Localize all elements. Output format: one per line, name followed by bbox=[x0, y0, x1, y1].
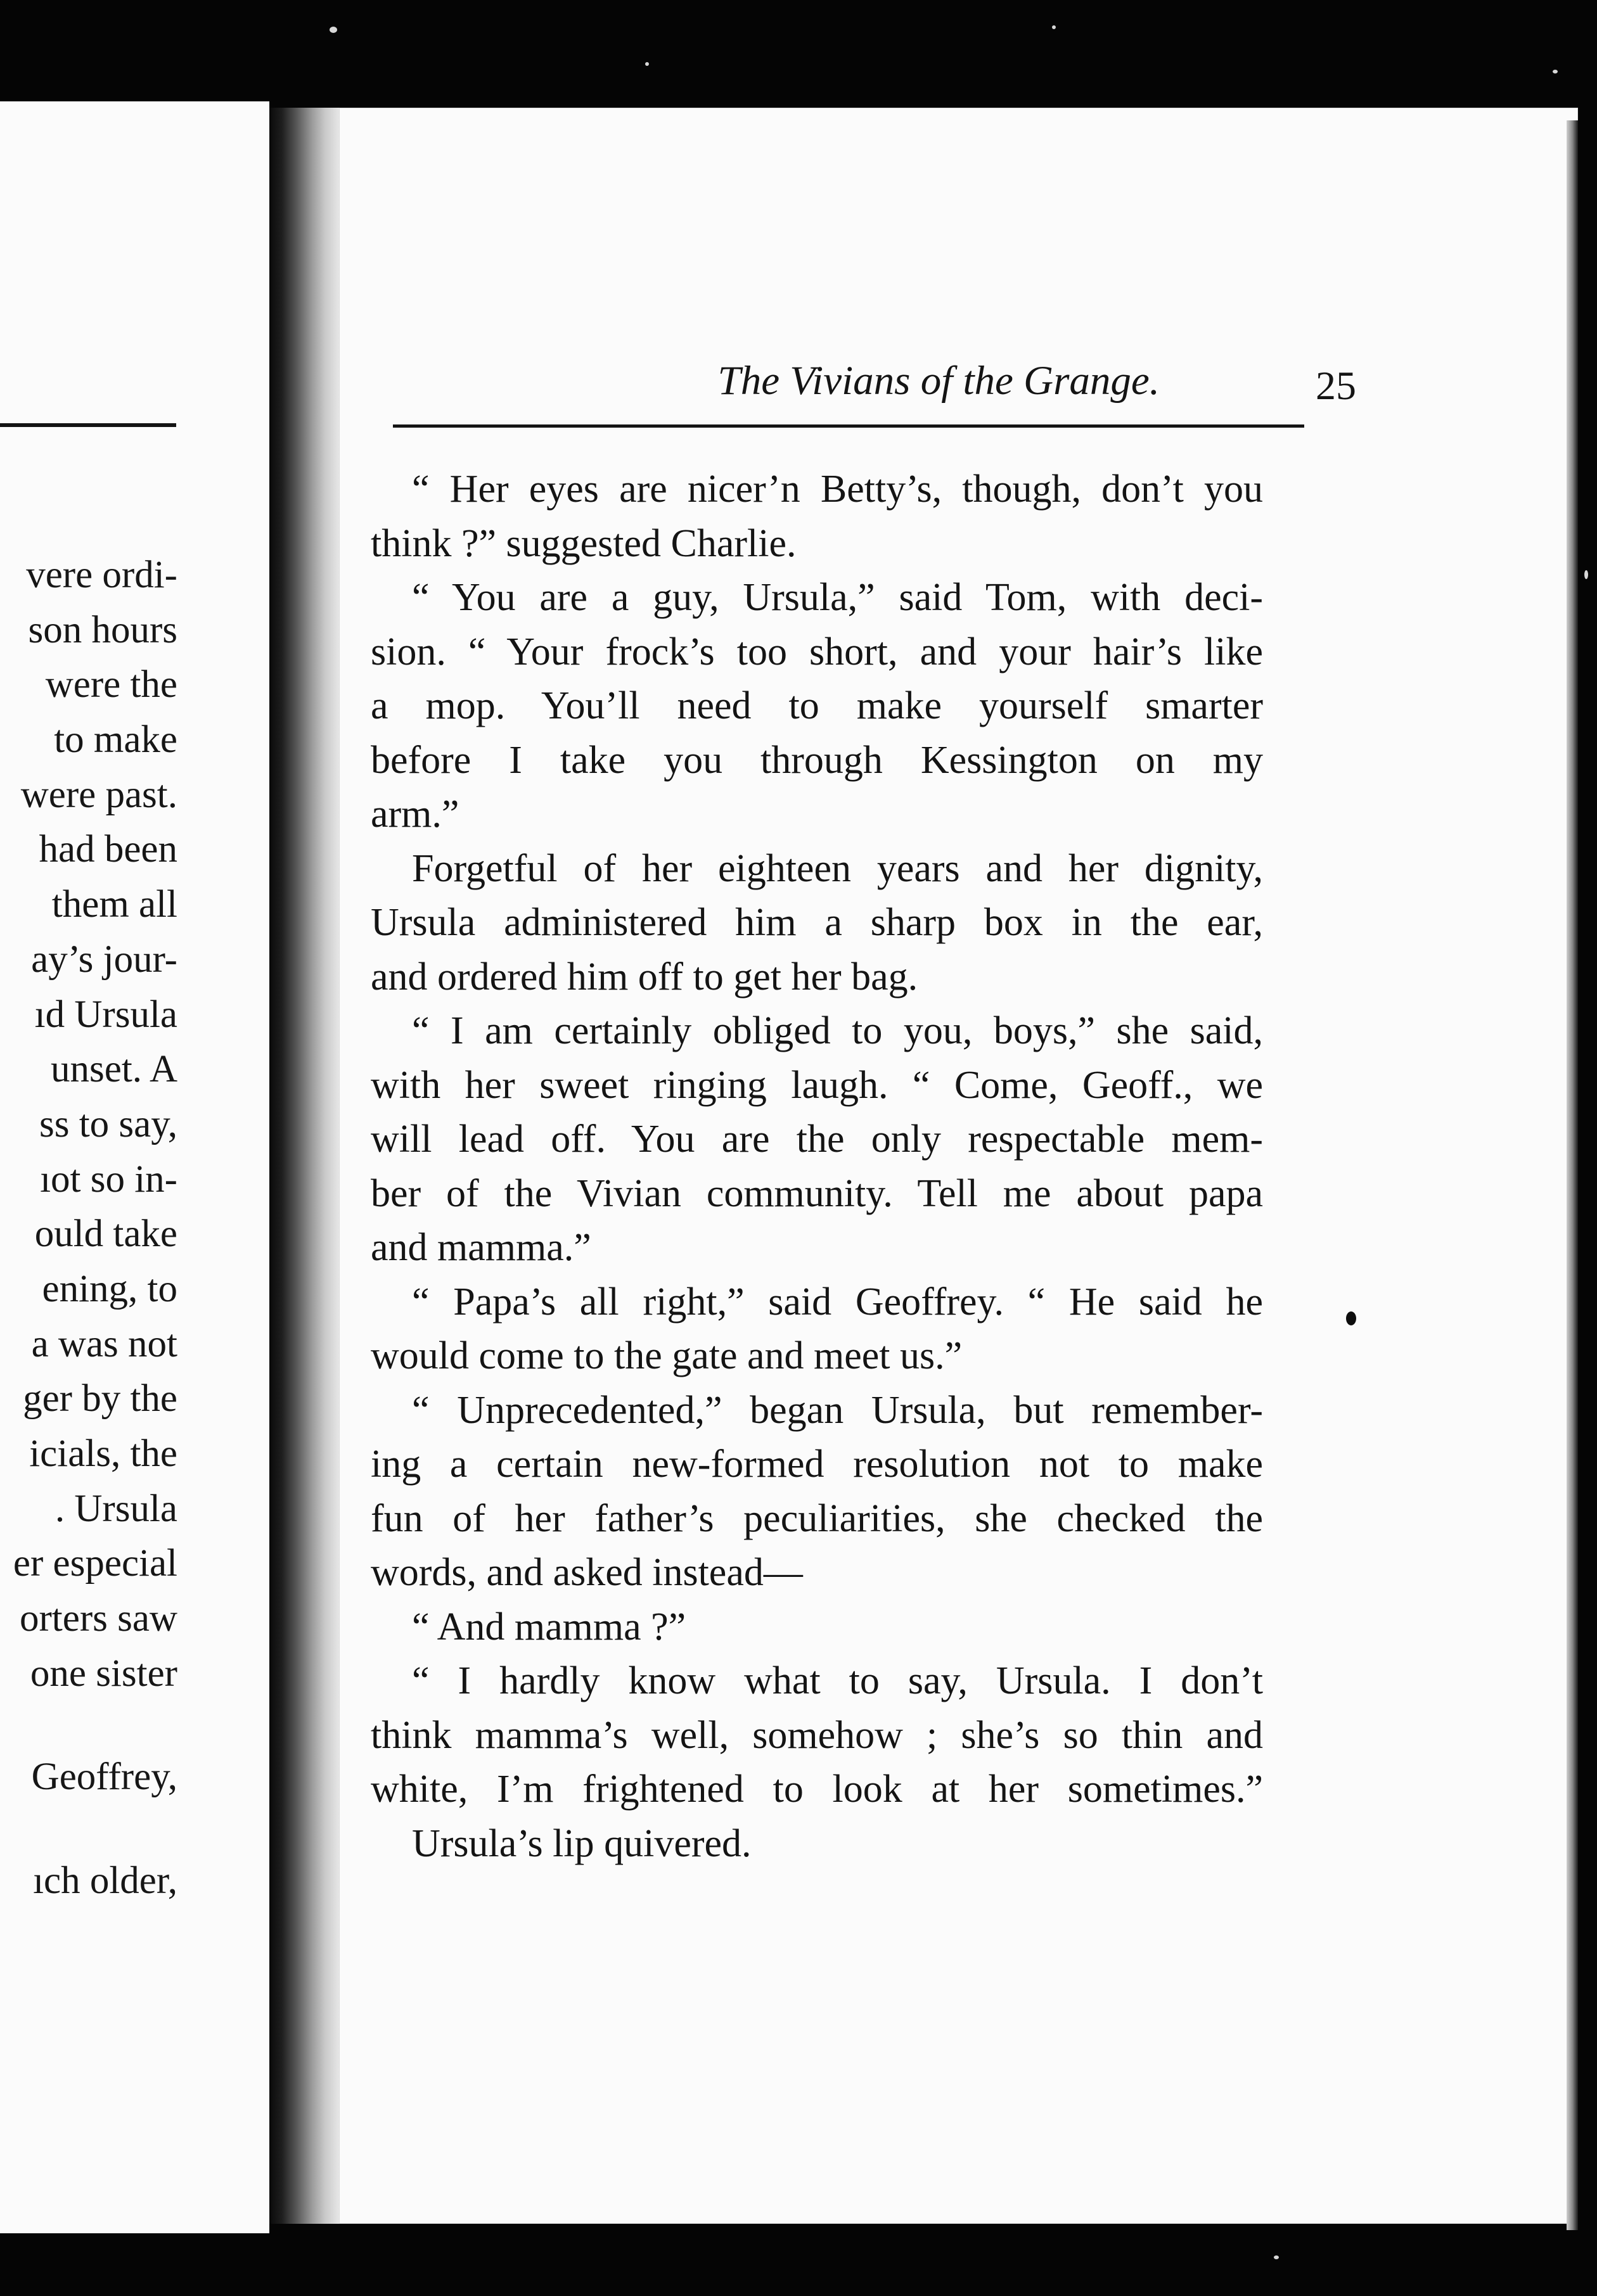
previous-page-line: ould take bbox=[34, 1213, 177, 1256]
text-line: “ And mamma ?” bbox=[412, 1605, 686, 1649]
text-line: “ I hardly know what to say, Ursula. I don’t bbox=[412, 1659, 1263, 1702]
previous-page-line: to make bbox=[54, 718, 177, 762]
header-rule bbox=[393, 424, 1304, 428]
dust-speck bbox=[645, 62, 649, 66]
text-line: “ You are a guy, Ursula,” said Tom, with deci- bbox=[412, 576, 1263, 619]
text-line: and mamma.” bbox=[371, 1226, 591, 1269]
previous-page-line: er especial bbox=[13, 1542, 177, 1585]
previous-page-line: ening, to bbox=[42, 1267, 177, 1310]
previous-page-line: had been bbox=[39, 828, 177, 871]
text-line: Forgetful of her eighteen years and her dignity, bbox=[412, 846, 1263, 890]
dust-speck bbox=[1274, 2255, 1279, 2259]
previous-page-line: were past. bbox=[20, 773, 177, 816]
previous-page-line: ger by the bbox=[23, 1377, 177, 1420]
current-page bbox=[339, 108, 1578, 2224]
text-line: before I take you through Kessington on my bbox=[371, 738, 1263, 782]
text-line: and ordered him off to get her bag. bbox=[371, 955, 918, 998]
previous-page-line: Geoffrey, bbox=[31, 1756, 177, 1799]
previous-page-line: icials, the bbox=[29, 1432, 177, 1475]
page-number: 25 bbox=[1316, 363, 1356, 408]
previous-page-line: ıch older, bbox=[33, 1859, 177, 1903]
text-line: a mop. You’ll need to make yourself smarter bbox=[371, 684, 1263, 727]
previous-page-line: ss to say, bbox=[39, 1102, 177, 1145]
book-gutter-shadow bbox=[269, 108, 339, 2224]
running-header bbox=[605, 352, 1356, 410]
previous-page-line: unset. A bbox=[51, 1048, 177, 1091]
text-line: “ Papa’s all right,” said Geoffrey. “ He said he bbox=[412, 1280, 1263, 1323]
text-line: would come to the gate and meet us.” bbox=[371, 1334, 963, 1377]
previous-page-line: one sister bbox=[30, 1652, 177, 1695]
body-text bbox=[371, 462, 1263, 1871]
text-line: sion. “ Your frock’s too short, and your hair’s like bbox=[371, 630, 1263, 673]
previous-page-line: ay’s jour- bbox=[31, 938, 177, 981]
previous-page bbox=[0, 101, 269, 2233]
running-header-title: The Vivians of the Grange. bbox=[717, 358, 1160, 404]
previous-page-header-rule bbox=[0, 423, 176, 427]
dust-speck bbox=[330, 27, 337, 33]
previous-page-line: a was not bbox=[31, 1322, 177, 1365]
text-line: ber of the Vivian community. Tell me about papa bbox=[371, 1171, 1263, 1215]
previous-page-line: ıd Ursula bbox=[34, 993, 177, 1036]
text-line: will lead off. You are the only respectable mem- bbox=[371, 1118, 1263, 1161]
text-line: think ?” suggested Charlie. bbox=[371, 521, 797, 565]
text-line: “ I am certainly obliged to you, boys,” she said, bbox=[412, 1009, 1263, 1052]
text-line: Ursula’s lip quivered. bbox=[412, 1821, 752, 1865]
page-edge-shadow bbox=[1567, 120, 1578, 2230]
previous-page-line: were the bbox=[45, 663, 177, 706]
text-line: think mamma’s well, somehow ; she’s so thin and bbox=[371, 1713, 1263, 1757]
dust-speck bbox=[1052, 25, 1056, 29]
text-line: “ Her eyes are nicer’n Betty’s, though, don’t you bbox=[412, 468, 1263, 511]
previous-page-text bbox=[0, 548, 177, 1909]
text-line: white, I’m frightened to look at her sometimes.” bbox=[371, 1768, 1263, 1811]
text-line: “ Unprecedented,” began Ursula, but remember- bbox=[412, 1388, 1263, 1432]
previous-page-line: them all bbox=[51, 883, 177, 926]
previous-page-line: vere ordi- bbox=[26, 554, 177, 596]
text-line: fun of her father’s peculiarities, she checked the bbox=[371, 1496, 1263, 1540]
dust-speck bbox=[1584, 570, 1588, 579]
text-line: Ursula administered him a sharp box in the ear, bbox=[371, 901, 1263, 944]
dust-speck bbox=[1553, 70, 1558, 73]
text-line: ing a certain new-formed resolution not to make bbox=[371, 1443, 1263, 1486]
text-line: with her sweet ringing laugh. “ Come, Geoff., we bbox=[371, 1063, 1263, 1107]
text-line: words, and asked instead— bbox=[371, 1551, 803, 1594]
previous-page-line: son hours bbox=[28, 608, 177, 651]
text-line: arm.” bbox=[371, 793, 459, 836]
previous-page-line: . Ursula bbox=[55, 1487, 177, 1530]
previous-page-line: orters saw bbox=[19, 1597, 177, 1640]
previous-page-line: ıot so in- bbox=[40, 1158, 177, 1201]
ink-spot bbox=[1346, 1311, 1356, 1325]
